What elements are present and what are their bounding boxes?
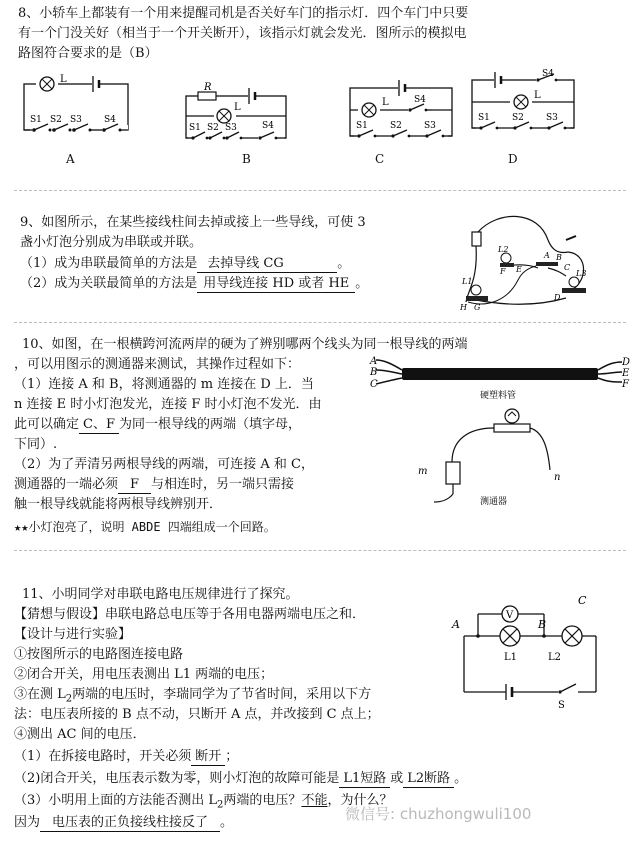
q11-q1: （1）在拆接电路时，开关必须 断开 ； (14, 749, 239, 764)
q11-voltmeter-label: V (506, 610, 514, 621)
q10-line8: 测通器的一端必须 F 与相连时，另一端只需接 (14, 477, 295, 492)
q8b-s4: S4 (262, 121, 274, 131)
q10-line9: 触一根导线就能将两根导线辨别开． (14, 497, 223, 512)
q10-line5: 此可以确定 C、F 为同一根导线的两端（填字母， (14, 417, 301, 432)
q11-step3b: 法：电压表所接的 B 点不动，只断开 A 点，并改接到 C 点上； (14, 707, 380, 722)
divider (14, 322, 626, 323)
q8b-s1: S1 (189, 123, 201, 133)
q11-hypothesis: 【猜想与假设】串联电路总电压等于各用电器两端电压之和． (14, 607, 366, 622)
q9-l2: L2 (498, 245, 509, 254)
q11-point-b: B (538, 618, 547, 631)
q8d-s3: S3 (546, 113, 558, 123)
q8-option-a: A (66, 152, 75, 166)
q8b-s2: S2 (207, 123, 219, 133)
q11-step1: ①按图所示的电路图连接电路 (14, 647, 184, 662)
q9-b: B (556, 253, 562, 262)
q11-q3: （3）小明用上面的方法能否测出 $L_2$两端的电压？不能，为什么？ (14, 793, 393, 811)
q11-answer1: 断开 (191, 749, 225, 766)
q11-switch-label: S (558, 700, 565, 710)
q9-line1: 9、如图所示，在某些接线柱间去掉或接上一些导线，可使 3 (20, 215, 366, 230)
q8-line2: 有一个门没关好（相当于一个开关断开），该指示灯就会发光．图所示的模拟电 (18, 26, 467, 41)
q10-label-b: B (370, 367, 378, 378)
q8a-s4: S4 (104, 115, 116, 125)
q8-circuit-c (342, 78, 460, 144)
q10-label-d: D (622, 357, 631, 368)
q9-f: F (500, 267, 506, 276)
q8a-s2: S2 (50, 115, 62, 125)
q8c-s1: S1 (356, 121, 368, 131)
q8c-s4: S4 (414, 95, 426, 105)
q9-g: G (474, 303, 481, 312)
q10-label-e: E (622, 368, 630, 379)
q11-design: 【设计与进行实验】 (14, 627, 132, 642)
watermark: 微信号: chuzhongwuli100 (345, 805, 532, 823)
q9-l3: L3 (576, 269, 587, 278)
divider (14, 550, 626, 551)
q9-item1: （1）成为串联最简单的方法是 去掉导线 CG 。 (20, 256, 351, 271)
q11-line1: 11、小明同学对串联电路电压规律进行了探究。 (22, 587, 299, 602)
q11-q2: （2)闭合开关，电压表示数为零，则小灯泡的故障可能是 L1短路 或 L2断路 。 (14, 771, 468, 786)
q8-line1: 8、小轿车上都装有一个用来提醒司机是否关好车门的指示灯．四个车门中只要 (18, 6, 469, 21)
q11-figure (448, 592, 608, 710)
q10-line6: 下同）. (14, 437, 58, 452)
q9-line2: 盏小灯泡分别成为串联或并联。 (20, 235, 203, 250)
q9-e: E (516, 265, 522, 274)
q8c-s2: S2 (390, 121, 402, 131)
q8-line3: 路图符合要求的是（B） (18, 46, 158, 61)
q8-circuit-d (464, 68, 582, 138)
q11-q4: 因为 电压表的正负接线柱接反了 。 (14, 815, 234, 830)
q8-circuit-a (18, 70, 136, 138)
q9-answer2: 用导线连接 HD 或者 HE (197, 276, 355, 293)
q8a-s3: S3 (70, 115, 82, 125)
q8d-s2: S2 (512, 113, 524, 123)
q8b-lamp-label: L (234, 102, 241, 113)
q9-c: C (564, 263, 571, 272)
q10-answer1: C、F (79, 417, 119, 434)
q9-l1: L1 (462, 277, 473, 286)
q8-option-d: D (508, 152, 518, 166)
q10-line2: ，可以用图示的测通器来测试，其操作过程如下： (14, 357, 301, 372)
q11-step4: ④测出 AC 间的电压． (14, 727, 146, 742)
q8-circuit-b (178, 80, 296, 146)
q8-option-c: C (375, 152, 385, 166)
q10-label-c: C (370, 379, 378, 390)
q11-step2: ②闭合开关，用电压表测出 L1 两端的电压； (14, 667, 274, 682)
q10-n: n (554, 472, 561, 483)
q8b-s3: S3 (225, 123, 237, 133)
q10-pipe-caption: 硬塑料管 (480, 391, 517, 401)
q8a-s1: S1 (30, 115, 42, 125)
q8b-r-label: R (204, 82, 212, 93)
q10-answer2: F (118, 477, 151, 494)
q11-step3a: ③在测 $L_2$两端的电压时，李瑞同学为了节省时间，采用以下方 (14, 687, 372, 705)
q11-point-a: A (452, 618, 460, 631)
q9-h: H (460, 303, 467, 312)
q10-line7: （2）为了弄清另两根导线的两端，可连接 A 和 C， (14, 457, 315, 472)
q8-option-b: B (242, 152, 251, 166)
q9-answer1: 去掉导线 CG (197, 256, 337, 273)
q8a-lamp-label: L (60, 74, 67, 85)
q10-m: m (418, 466, 428, 477)
q11-answer2b: L2断路 (403, 771, 454, 788)
q8d-s4: S4 (542, 69, 554, 79)
q8c-lamp-label: L (382, 97, 389, 108)
q8d-s1: S1 (478, 113, 490, 123)
q10-label-f: F (622, 379, 629, 390)
q10-line3: （1）连接 A 和 B，将测通器的 m 连接在 D 上．当 (14, 377, 314, 392)
q8c-s3: S3 (424, 121, 436, 131)
q10-line4: n 连接 E 时小灯泡发光，连接 F 时小灯泡不发光．由 (14, 397, 322, 412)
q9-item2: （2）成为关联最简单的方法是 用导线连接 HD 或者 HE 。 (20, 276, 369, 291)
q10-figure (368, 350, 632, 510)
q8-answer: B (135, 46, 145, 61)
q10-note: ★★小灯泡亮了，说明 ABDE 四端组成一个回路。 (14, 520, 276, 534)
divider (14, 190, 626, 191)
q10-tester-caption: 测通器 (480, 497, 508, 507)
q9-d: D (554, 293, 561, 302)
q9-a: A (544, 251, 550, 260)
q10-line1: 10、如图，在一根横跨河流两岸的硬为了辨别哪两个线头为同一根导线的两端 (22, 337, 468, 352)
q11-l2-label: L2 (548, 652, 562, 663)
q11-l1-label: L1 (504, 652, 518, 663)
q11-answer2a: L1短路 (339, 771, 390, 788)
q11-answer3: 不能 (301, 793, 328, 808)
q10-label-a: A (370, 356, 378, 367)
q11-answer4: 电压表的正负接线柱接反了 (40, 815, 220, 832)
q8d-lamp-label: L (534, 90, 541, 101)
q11-point-c: C (578, 594, 587, 607)
q9-figure (448, 210, 598, 316)
